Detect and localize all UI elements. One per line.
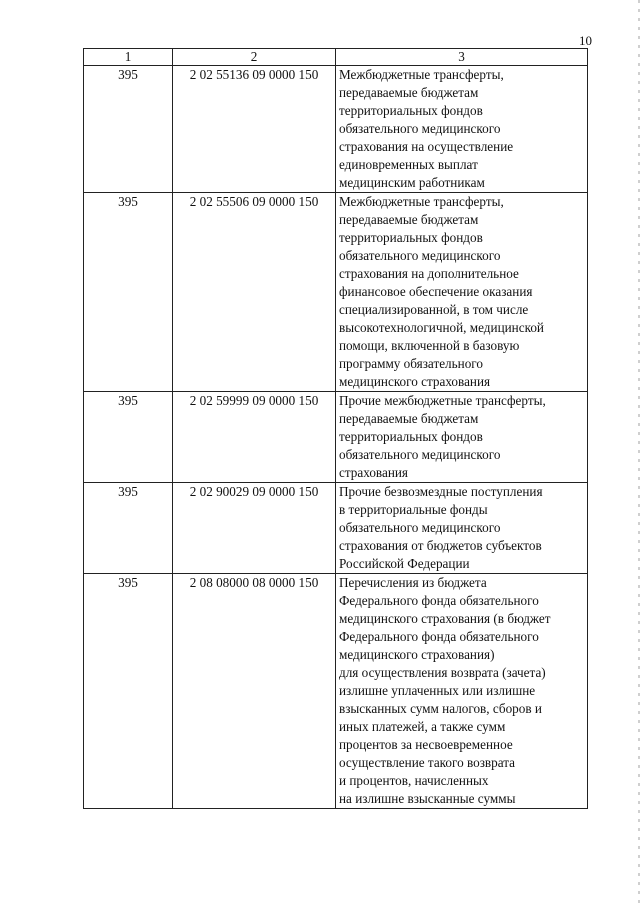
description-line: Федерального фонда обязательного [339,629,539,644]
admin-code-cell: 395 [84,392,173,483]
description-line: осуществление такого возврата [339,755,516,770]
column-header-2: 2 [173,49,336,66]
description-line: Межбюджетные трансферты, [339,67,504,82]
table-row [84,66,588,193]
description-line: Прочие безвозмездные поступления [339,484,543,499]
description-line: Российской Федерации [339,556,470,571]
description-line: медицинского страхования [339,374,491,389]
budget-code-cell: 2 02 55136 09 0000 150 [173,66,336,193]
budget-code-cell: 2 08 08000 08 0000 150 [173,574,336,809]
description-line: страхования на осуществление [339,139,514,154]
description-line: передаваемые бюджетам [339,85,479,100]
description-line: и процентов, начисленных [339,773,489,788]
admin-code-cell: 395 [84,574,173,809]
description-cell [336,483,588,574]
page-number: 10 [579,33,592,48]
admin-code-cell: 395 [84,66,173,193]
table-row [84,392,588,483]
description-line: обязательного медицинского [339,248,501,263]
description-line: Перечисления из бюджета [339,575,487,590]
description-cell [336,392,588,483]
budget-code-cell: 2 02 90029 09 0000 150 [173,483,336,574]
description-line: в территориальные фонды [339,502,488,517]
description-line: программу обязательного [339,356,483,371]
description-line: страхования от бюджетов субъектов [339,538,542,553]
description-line: помощи, включенной в базовую [339,338,520,353]
description-line: медицинским работникам [339,175,485,190]
description-line: территориальных фондов [339,429,483,444]
description-line: высокотехнологичной, медицинской [339,320,544,335]
description-line: обязательного медицинского [339,447,501,462]
budget-code-cell: 2 02 59999 09 0000 150 [173,392,336,483]
description-line: взысканных сумм налогов, сборов и [339,701,542,716]
description-line: на излишне взысканные суммы [339,791,516,806]
admin-code-cell: 395 [84,483,173,574]
description-line: для осуществления возврата (зачета) [339,665,546,680]
table-row [84,483,588,574]
description-line: иных платежей, а также сумм [339,719,506,734]
description-line: обязательного медицинского [339,520,501,535]
table-header-row [84,49,588,66]
description-line: излишне уплаченных или излишне [339,683,536,698]
description-line: медицинского страхования (в бюджет [339,611,551,626]
budget-codes-table [83,48,588,809]
description-line: территориальных фондов [339,230,483,245]
description-line: финансовое обеспечение оказания [339,284,533,299]
description-line: Прочие межбюджетные трансферты, [339,393,546,408]
description-cell [336,66,588,193]
description-line: Межбюджетные трансферты, [339,194,504,209]
description-line: страхования на дополнительное [339,266,519,281]
description-line: обязательного медицинского [339,121,501,136]
description-line: страхования [339,465,408,480]
column-header-1: 1 [84,49,173,66]
description-line: единовременных выплат [339,157,478,172]
description-cell [336,574,588,809]
description-line: передаваемые бюджетам [339,411,479,426]
description-line: Федерального фонда обязательного [339,593,539,608]
budget-code-cell: 2 02 55506 09 0000 150 [173,193,336,392]
description-line: специализированной, в том числе [339,302,529,317]
description-line: передаваемые бюджетам [339,212,479,227]
column-header-3: 3 [336,49,588,66]
description-line: процентов за несвоевременное [339,737,513,752]
table-row [84,193,588,392]
table-row [84,574,588,809]
description-line: территориальных фондов [339,103,483,118]
description-cell [336,193,588,392]
admin-code-cell: 395 [84,193,173,392]
table-body [84,66,588,809]
description-line: медицинского страхования) [339,647,495,662]
